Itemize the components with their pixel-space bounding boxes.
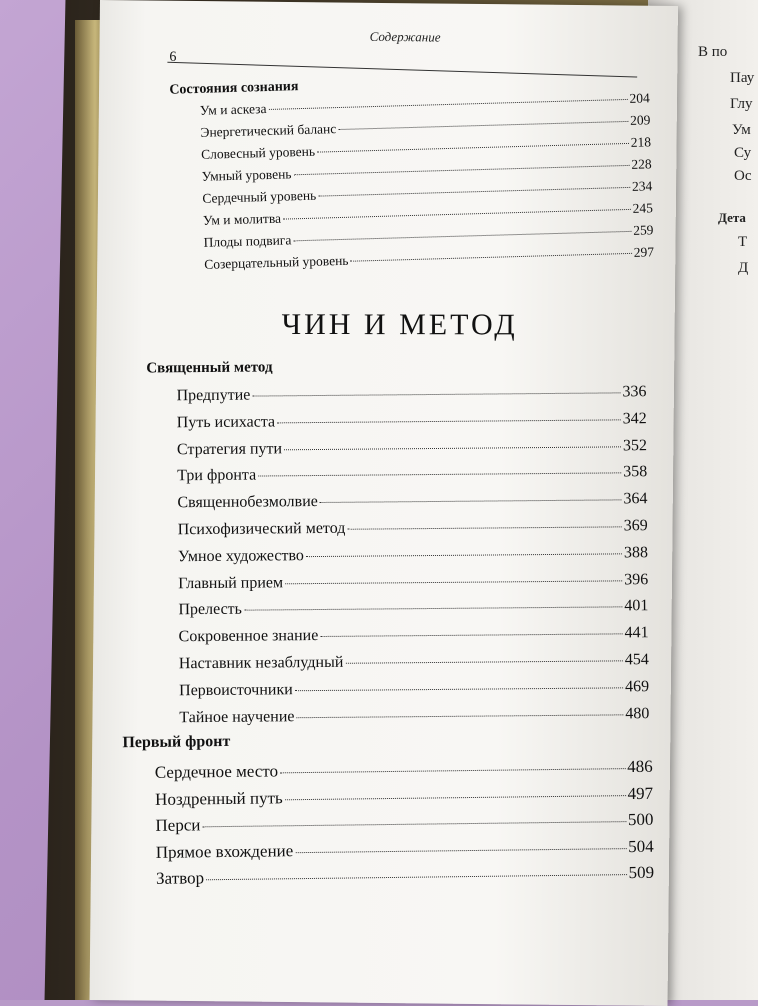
toc-entry-title: Прямое вхождение (155, 840, 294, 862)
toc-entry-page-number: 342 (622, 409, 647, 428)
toc-entry-title: Тайное научение (179, 707, 295, 726)
dot-leader (252, 392, 620, 396)
toc-entry-title: Умный уровень (201, 166, 292, 184)
toc-entry-title: Психофизический метод (177, 519, 346, 539)
toc-entry-page-number: 259 (632, 222, 654, 238)
running-head: Содержание (369, 28, 441, 45)
dot-leader (268, 99, 627, 110)
section-heading: Первый фронт (122, 732, 231, 752)
toc-entry-page-number: 454 (624, 651, 649, 669)
toc-entry-page-number: 297 (633, 244, 655, 260)
dot-leader (296, 714, 623, 718)
dot-leader (244, 607, 622, 611)
toc-entry-page-number: 388 (623, 543, 648, 562)
facing-text-fragment: В по (698, 44, 728, 60)
toc-entry-title: Словесный уровень (200, 143, 316, 162)
section-heading: Состояния сознания (169, 79, 299, 98)
toc-entry-title: Первоисточники (179, 681, 293, 699)
toc-entry-page-number: 486 (627, 756, 653, 777)
dot-leader (277, 419, 621, 423)
dot-leader (285, 795, 626, 800)
toc-entry-title: Сердечное место (154, 761, 279, 782)
toc-entry-page-number: 364 (623, 490, 648, 508)
toc-entry-page-number: 234 (631, 178, 653, 194)
toc-section (169, 69, 654, 276)
dot-leader (320, 500, 622, 504)
toc-entry-page-number: 218 (630, 134, 652, 150)
dot-leader (258, 473, 621, 477)
dot-leader (320, 634, 622, 638)
toc-entry-page-number: 469 (625, 677, 650, 696)
toc-entry-title: Ум и молитва (202, 210, 282, 228)
toc-entry-page-number: 369 (623, 517, 648, 535)
toc-entry-page-number: 336 (622, 383, 647, 401)
dot-leader (206, 874, 627, 880)
toc-entry-page-number: 500 (627, 809, 654, 830)
dot-leader (280, 768, 625, 773)
toc-entry-page-number: 480 (625, 704, 650, 722)
toc-entry-page-number: 228 (631, 156, 652, 172)
toc-entry-title: Наставник незаблудный (178, 653, 344, 673)
toc-entry-title: Сердечный уровень (202, 187, 317, 206)
chapter-title: ЧИН И МЕТОД (281, 307, 518, 342)
toc-entry-page-number: 204 (629, 90, 650, 106)
toc-entry-page-number: 245 (632, 200, 654, 216)
toc-entry-page-number: 358 (623, 463, 648, 481)
facing-text-fragment: Т (738, 234, 748, 250)
dot-leader (295, 687, 623, 691)
toc-entry-title: Сокровенное знание (178, 627, 319, 646)
toc-entry-page-number: 441 (624, 624, 649, 642)
dot-leader (285, 580, 622, 584)
facing-text-fragment: Ум (732, 122, 751, 138)
toc-entry-page-number: 504 (628, 836, 654, 856)
book-page (90, 0, 678, 1006)
facing-text-fragment: Дета (718, 210, 746, 225)
dot-leader (347, 526, 621, 529)
dot-leader (350, 253, 631, 262)
dot-leader (283, 209, 631, 220)
toc-section (122, 728, 654, 893)
toc-entry-page-number: 209 (629, 112, 651, 128)
toc-entry-title: Ум и аскеза (199, 101, 267, 118)
dot-leader (284, 446, 621, 450)
dot-leader (318, 187, 630, 197)
dot-leader (293, 231, 631, 241)
dot-leader (345, 660, 622, 663)
toc-entry-page-number: 352 (622, 436, 648, 454)
toc-entry-title: Умное художество (177, 546, 304, 566)
toc-entry-title: Главный прием (178, 573, 284, 592)
dot-leader (295, 848, 626, 853)
facing-text-fragment: Глу (730, 96, 753, 112)
facing-text-fragment: Ос (734, 168, 752, 184)
dot-leader (338, 121, 628, 130)
facing-text-fragment: Пау (730, 70, 755, 86)
toc-section (146, 356, 649, 732)
toc-entry (124, 860, 654, 893)
toc-entry-title: Три фронта (177, 466, 257, 485)
toc-entry (149, 701, 649, 732)
facing-text-fragment: Д (738, 260, 749, 276)
toc-entry-title: Энергетический баланс (200, 121, 337, 140)
toc-entry-page-number: 401 (624, 597, 649, 615)
toc-entry-title: Путь исихаста (176, 413, 276, 432)
toc-entry-title: Ноздренный путь (154, 787, 283, 809)
toc-entry-page-number: 497 (627, 783, 654, 803)
facing-text-fragment: Су (734, 145, 752, 161)
dot-leader (306, 553, 622, 557)
dot-leader (317, 143, 629, 153)
toc-entry-title: Предпутие (176, 386, 251, 405)
dot-leader (202, 821, 626, 827)
toc-entry-title: Священнобезмолвие (177, 493, 318, 512)
toc-entry-title: Стратегия пути (176, 439, 283, 458)
section-heading: Священный метод (146, 359, 273, 377)
dot-leader (293, 165, 629, 175)
toc-entry-title: Перси (155, 815, 201, 835)
toc-entry-title: Прелесть (178, 601, 243, 619)
toc-entry-title: Плоды подвига (203, 232, 292, 250)
toc-entry-title: Затвор (155, 868, 205, 888)
toc-entry-title: Созерцательный уровень (204, 252, 349, 272)
page-number: 6 (169, 49, 177, 65)
toc-entry-page-number: 396 (624, 570, 649, 588)
toc-entry-page-number: 509 (628, 862, 655, 883)
